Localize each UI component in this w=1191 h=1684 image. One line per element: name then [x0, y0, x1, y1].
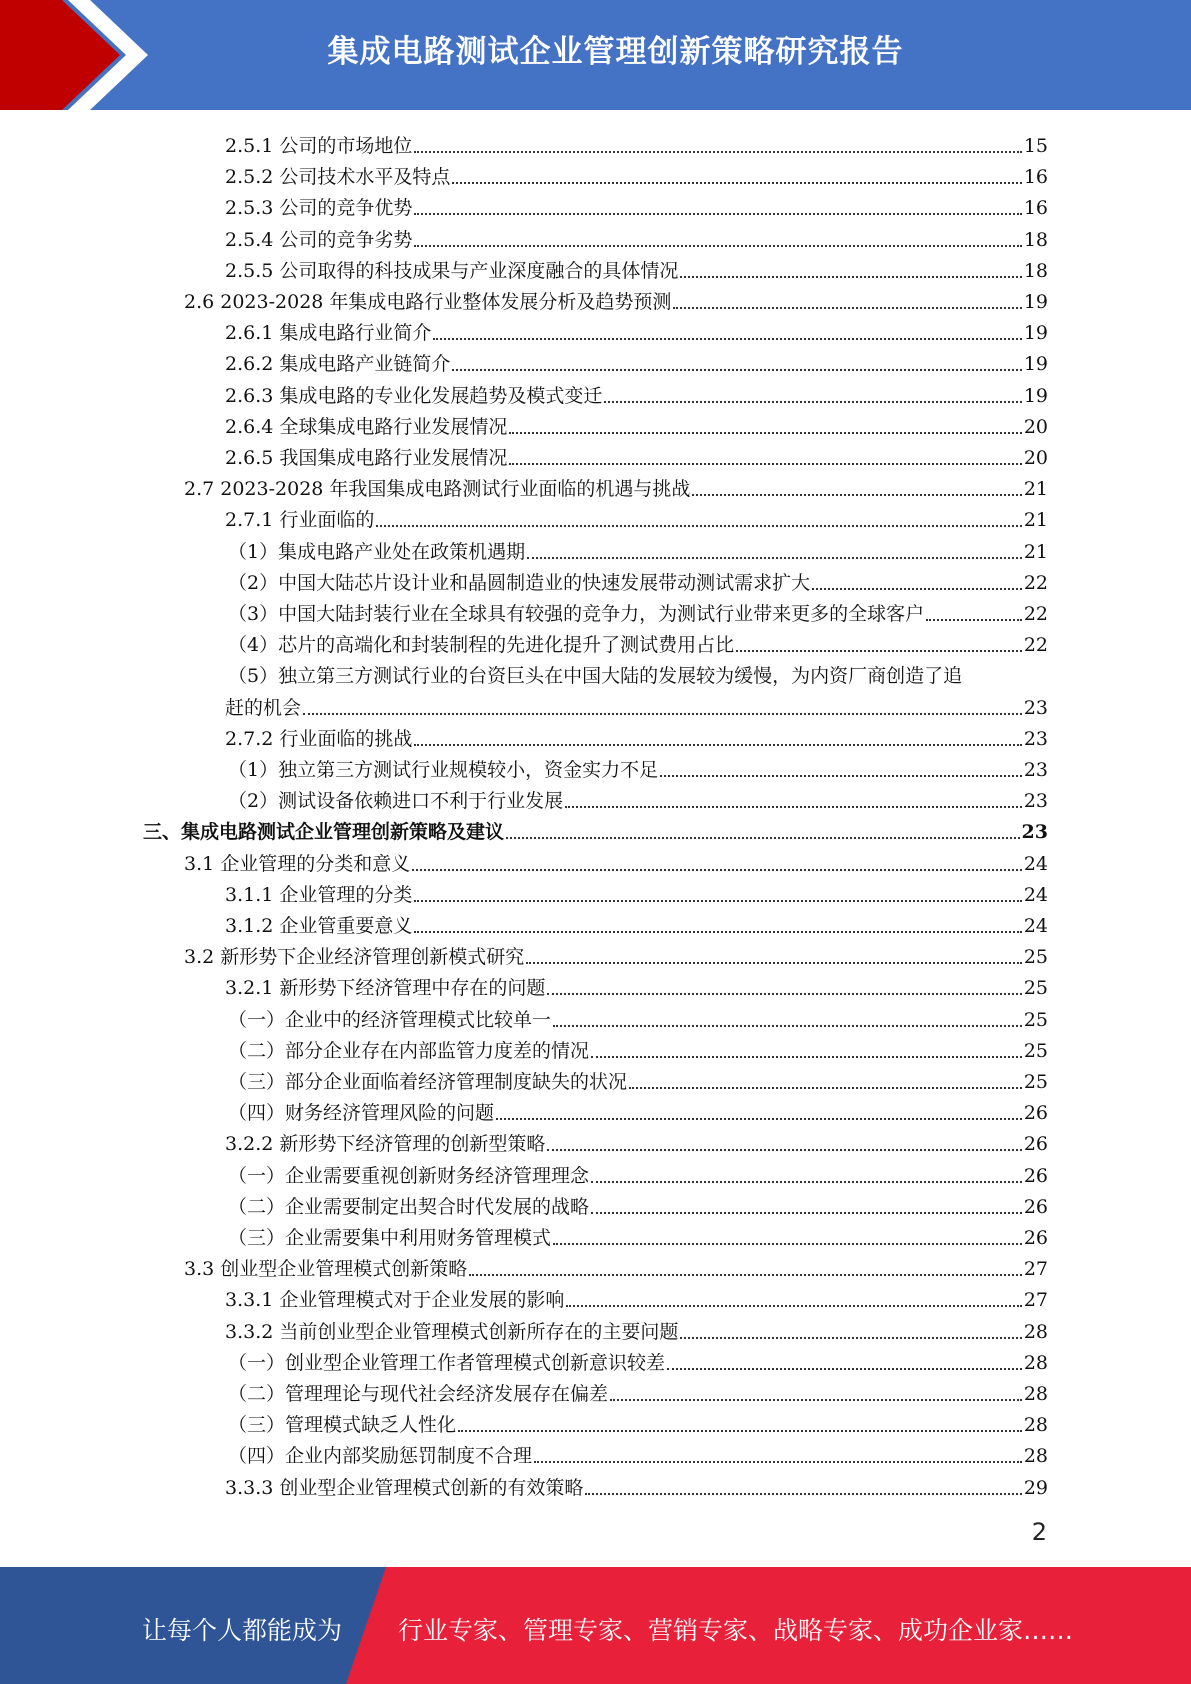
toc-entry-label: 2.5.1 公司的市场地位	[225, 135, 413, 157]
toc-dot-leader	[547, 969, 1021, 995]
toc-entry-page: 23	[1023, 696, 1048, 719]
page-header	[0, 0, 1191, 110]
toc-entry-page: 23	[1023, 790, 1048, 813]
toc-dot-leader	[527, 533, 1022, 559]
toc-dot-leader	[604, 377, 1021, 403]
toc-entry-page: 28	[1023, 1320, 1048, 1343]
toc-entry-page: 18	[1023, 228, 1048, 251]
toc-entry-label: 2.6.3 集成电路的专业化发展趋势及模式变迁	[225, 384, 603, 407]
toc-entry-page: 25	[1023, 1039, 1048, 1062]
toc-entry[interactable]	[228, 1344, 1048, 1375]
toc-entry-page: 24	[1023, 852, 1048, 875]
toc-entry-label: 3.1.1 企业管理的分类	[225, 883, 413, 906]
toc-entry[interactable]	[225, 314, 1048, 345]
toc-dot-leader	[496, 1094, 1022, 1120]
toc-entry[interactable]	[225, 1313, 1048, 1344]
toc-entry-label: 赶的机会	[225, 696, 302, 719]
toc-entry[interactable]	[143, 813, 1048, 844]
toc-entry-label: 2.6.2 集成电路产业链简介	[225, 353, 451, 376]
toc-entry[interactable]	[225, 252, 1048, 283]
toc-entry-page: 24	[1023, 883, 1048, 906]
toc-entry[interactable]	[184, 470, 1048, 501]
toc-dot-leader	[509, 408, 1021, 434]
toc-entry[interactable]	[184, 1250, 1048, 1281]
toc-entry-page: 22	[1023, 634, 1048, 657]
toc-entry[interactable]	[225, 189, 1048, 220]
toc-entry-label: （四）企业内部奖励惩罚制度不合理	[228, 1445, 533, 1468]
toc-entry[interactable]	[228, 751, 1048, 782]
toc-dot-leader	[553, 1001, 1022, 1027]
toc-dot-leader	[433, 314, 1021, 340]
toc-entry-page: 18	[1023, 259, 1048, 282]
toc-entry-page: 25	[1023, 946, 1048, 969]
toc-entry-page: 21	[1023, 540, 1048, 563]
toc-entry-page: 25	[1023, 977, 1048, 1000]
toc-entry-label: 3.2.1 新形势下经济管理中存在的问题	[225, 977, 546, 1000]
toc-dot-leader	[591, 1157, 1022, 1183]
toc-entry-label: 2.7 2023-2028 年我国集成电路测试行业面临的机遇与挑战	[184, 478, 691, 501]
toc-dot-leader	[414, 720, 1021, 746]
toc-entry-page: 15	[1023, 135, 1048, 157]
toc-entry[interactable]	[225, 689, 1048, 720]
toc-entry-label: 2.5.2 公司技术水平及特点	[225, 166, 451, 189]
footer-slogan-right: 行业专家、管理专家、营销专家、战略专家、成功企业家……	[398, 1616, 1074, 1645]
toc-dot-leader	[303, 689, 1022, 715]
toc-entry-label: 3.1.2 企业管重要意义	[225, 915, 413, 937]
toc-entry-page: 23	[1021, 821, 1048, 844]
toc-dot-leader	[667, 1344, 1022, 1370]
toc-entry[interactable]	[225, 158, 1048, 189]
toc-entry-label: （二）企业需要制定出契合时代发展的战略	[228, 1195, 590, 1218]
toc-entry[interactable]	[184, 938, 1048, 969]
toc-entry[interactable]	[225, 439, 1048, 470]
toc-entry[interactable]	[225, 1469, 1048, 1500]
toc-entry-page: 22	[1023, 571, 1048, 594]
toc-entry-label: 3.3.3 创业型企业管理模式创新的有效策略	[225, 1476, 584, 1499]
toc-entry-page: 26	[1023, 1227, 1048, 1249]
toc-dot-leader	[566, 1281, 1021, 1307]
toc-entry-page: 25	[1023, 1008, 1048, 1031]
toc-dot-leader	[414, 221, 1021, 247]
toc-dot-leader	[629, 1063, 1022, 1089]
toc-entry-page: 19	[1023, 353, 1048, 376]
toc-entry-label: 2.6.4 全球集成电路行业发展情况	[225, 415, 508, 438]
toc-entry[interactable]	[225, 969, 1048, 1000]
toc-entry-label: （一）企业中的经济管理模式比较单一	[228, 1008, 552, 1031]
page-footer	[0, 1567, 1191, 1684]
footer-slogan-left: 让每个人都能成为	[142, 1616, 343, 1645]
toc-dot-leader	[680, 1313, 1021, 1339]
toc-entry-page: 26	[1023, 1102, 1048, 1125]
toc-entry-page: 23	[1023, 759, 1048, 781]
toc-dot-leader	[506, 813, 1020, 839]
toc-entry-page: 19	[1023, 384, 1048, 407]
toc-dot-leader	[414, 127, 1021, 153]
toc-entry-page: 21	[1023, 478, 1048, 501]
toc-entry-page: 16	[1023, 166, 1048, 189]
toc-dot-leader	[526, 938, 1022, 964]
toc-entry-page: 28	[1023, 1383, 1048, 1405]
toc-entry-label: （2）中国大陆芯片设计业和晶圆制造业的快速发展带动测试需求扩大	[228, 571, 811, 594]
toc-dot-leader	[673, 283, 1021, 309]
toc-entry[interactable]	[184, 845, 1048, 876]
toc-entry[interactable]	[225, 720, 1048, 751]
toc-entry-page: 28	[1023, 1351, 1048, 1374]
toc-dot-leader	[414, 907, 1021, 933]
toc-entry-page: 28	[1023, 1414, 1048, 1437]
toc-entry[interactable]	[228, 1437, 1048, 1468]
toc-entry[interactable]	[228, 1219, 1048, 1250]
toc-entry-label: （3）中国大陆封装行业在全球具有较强的竞争力，为测试行业带来更多的全球客户	[228, 603, 925, 625]
toc-entry-label: 3.3 创业型企业管理模式创新策略	[184, 1258, 468, 1281]
toc-entry[interactable]	[225, 221, 1048, 252]
toc-entry-label: 3.2 新形势下企业经济管理创新模式研究	[184, 946, 525, 969]
toc-dot-leader	[458, 1406, 1022, 1432]
toc-dot-leader	[680, 252, 1021, 278]
toc-entry-label: 2.7.2 行业面临的挑战	[225, 727, 413, 750]
toc-entry-label: 2.7.1 行业面临的	[225, 509, 375, 532]
toc-entry[interactable]	[225, 127, 1048, 158]
toc-entry-page: 28	[1023, 1445, 1048, 1468]
toc-dot-leader	[547, 1125, 1021, 1151]
toc-entry[interactable]	[184, 283, 1048, 314]
toc-dot-leader	[926, 595, 1022, 621]
toc-entry-label: 3.2.2 新形势下经济管理的创新型策略	[225, 1133, 546, 1156]
toc-entry[interactable]	[225, 377, 1048, 408]
toc-entry-page: 20	[1023, 447, 1048, 469]
toc-entry[interactable]	[228, 595, 1048, 626]
page-number: 2	[1031, 1518, 1047, 1546]
toc-entry-label: 2.5.3 公司的竞争优势	[225, 197, 413, 220]
toc-dot-leader	[534, 1437, 1022, 1463]
toc-entry[interactable]	[228, 1001, 1048, 1032]
toc-entry-label: （二）管理理论与现代社会经济发展存在偏差	[228, 1383, 609, 1405]
toc-dot-leader	[452, 345, 1021, 371]
toc-entry-page: 25	[1023, 1071, 1048, 1093]
toc-entry-label: 3.1 企业管理的分类和意义	[184, 852, 411, 875]
toc-dot-leader	[414, 876, 1021, 902]
toc-entry[interactable]	[228, 1188, 1048, 1219]
toc-entry-label: （4）芯片的高端化和封装制程的先进化提升了测试费用占比	[228, 634, 735, 657]
toc-dot-leader	[509, 439, 1021, 465]
toc-dot-leader	[585, 1469, 1021, 1495]
toc-entry-page: 29	[1023, 1476, 1048, 1499]
toc-entry-page: 21	[1023, 509, 1048, 532]
toc-entry[interactable]	[228, 1375, 1048, 1406]
toc-entry-page: 24	[1023, 915, 1048, 937]
toc-entry-label: 三、集成电路测试企业管理创新策略及建议	[143, 821, 505, 844]
toc-entry-label: （一）创业型企业管理工作者管理模式创新意识较差	[228, 1351, 666, 1374]
toc-entry-label: （1）集成电路产业处在政策机遇期	[228, 540, 526, 563]
toc-entry[interactable]	[225, 907, 1048, 938]
toc-entry-label: （一）企业需要重视创新财务经济管理理念	[228, 1164, 590, 1187]
toc-entry-label: 3.3.1 企业管理模式对于企业发展的影响	[225, 1289, 565, 1312]
toc-entry-page: 20	[1023, 415, 1048, 438]
toc-entry-page: 22	[1023, 603, 1048, 625]
toc-dot-leader	[469, 1250, 1022, 1276]
toc-entry-page: 27	[1023, 1289, 1048, 1312]
toc-entry[interactable]	[228, 626, 1048, 657]
toc-entry-label: （三）部分企业面临着经济管理制度缺失的状况	[228, 1071, 628, 1093]
toc-entry-label: 2.6.5 我国集成电路行业发展情况	[225, 447, 508, 469]
toc-dot-leader	[376, 501, 1021, 527]
toc-dot-leader	[692, 470, 1021, 496]
toc-entry[interactable]	[225, 408, 1048, 439]
toc-entry[interactable]	[225, 1281, 1048, 1312]
toc-entry-label: （二）部分企业存在内部监管力度差的情况	[228, 1039, 590, 1062]
toc-entry[interactable]	[225, 501, 1048, 532]
toc-entry-label: 3.3.2 当前创业型企业管理模式创新所存在的主要问题	[225, 1320, 679, 1343]
report-title: 集成电路测试企业管理创新策略研究报告	[327, 34, 904, 70]
toc-entry-label: （三）企业需要集中利用财务管理模式	[228, 1227, 552, 1249]
toc-entry-label: （四）财务经济管理风险的问题	[228, 1102, 495, 1125]
toc-entry[interactable]	[225, 876, 1048, 907]
toc-entry-label: （5）独立第三方测试行业的台资巨头在中国大陆的发展较为缓慢，为内资厂商创造了追	[228, 665, 963, 688]
toc-entry[interactable]	[228, 1406, 1048, 1437]
toc-entry[interactable]	[228, 1157, 1048, 1188]
toc-dot-leader	[591, 1188, 1022, 1214]
toc-dot-leader	[660, 751, 1022, 777]
toc-entry[interactable]	[228, 1094, 1048, 1125]
toc-dot-leader	[414, 189, 1021, 215]
toc-dot-leader	[736, 626, 1022, 652]
toc-dot-leader	[591, 1032, 1022, 1058]
toc-entry-page: 23	[1023, 727, 1048, 750]
toc-entry[interactable]	[225, 1125, 1048, 1156]
toc-dot-leader	[812, 564, 1022, 590]
toc-entry-label: 2.6 2023-2028 年集成电路行业整体发展分析及趋势预测	[184, 291, 672, 313]
toc-entry-page: 26	[1023, 1164, 1048, 1187]
toc-entry[interactable]	[228, 564, 1048, 595]
toc-entry[interactable]	[228, 1032, 1048, 1063]
toc-dot-leader	[553, 1219, 1022, 1245]
toc-entry-label: 2.5.4 公司的竞争劣势	[225, 228, 413, 251]
toc-entry-label: （1）独立第三方测试行业规模较小，资金实力不足	[228, 759, 659, 781]
toc-entry-page: 19	[1023, 291, 1048, 313]
toc-entry[interactable]	[225, 345, 1048, 376]
toc-entry-label: 2.5.5 公司取得的科技成果与产业深度融合的具体情况	[225, 259, 679, 282]
toc-dot-leader	[565, 782, 1022, 808]
toc-entry[interactable]	[228, 782, 1048, 813]
toc-entry-page: 26	[1023, 1133, 1048, 1156]
toc-dot-leader	[610, 1375, 1022, 1401]
toc-entry-label: （2）测试设备依赖进口不利于行业发展	[228, 790, 564, 813]
toc-dot-leader	[452, 158, 1021, 184]
toc-entry-label: 2.6.1 集成电路行业简介	[225, 322, 432, 345]
toc-entry[interactable]	[228, 1063, 1048, 1094]
toc-entry-page: 19	[1023, 322, 1048, 345]
toc-entry-label: （三）管理模式缺乏人性化	[228, 1414, 457, 1437]
toc-entry-page: 27	[1023, 1258, 1048, 1281]
toc-entry[interactable]	[228, 533, 1048, 564]
toc-entry-page: 26	[1023, 1195, 1048, 1218]
toc-dot-leader	[412, 845, 1022, 871]
toc-entry-page: 16	[1023, 197, 1048, 220]
toc-entry[interactable]	[228, 657, 962, 688]
